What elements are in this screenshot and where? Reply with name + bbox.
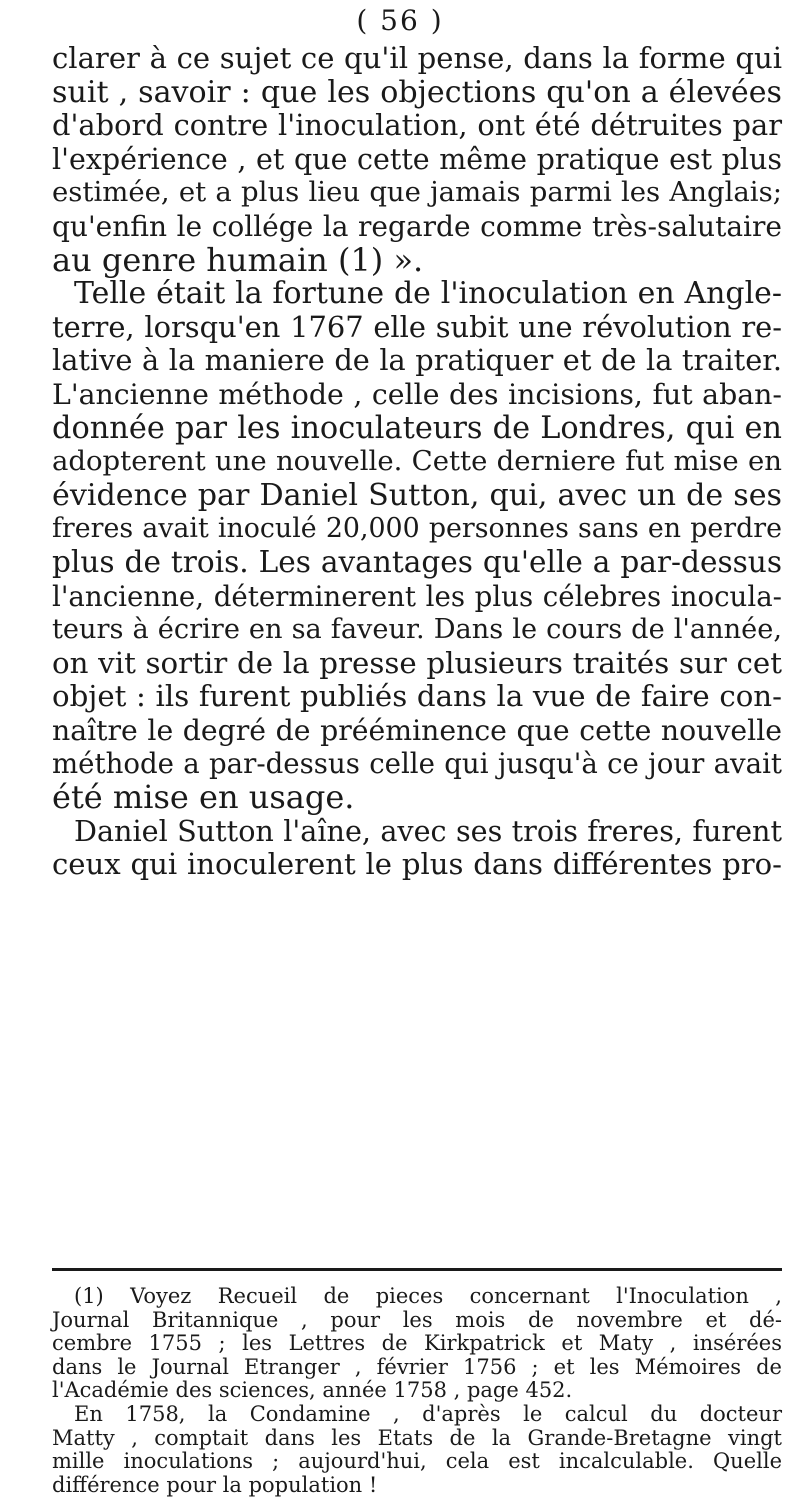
footnote-line: l'Académie des sciences, année 1758 , page 452. [52,1378,573,1403]
text-line: on vit sortir de la presse plusieurs traités sur cet [52,645,782,680]
text-line: été mise en usage. [52,778,355,817]
text-line: plus de trois. Les avantages qu'elle a par-dessus [52,544,782,579]
footnote-line: (1) Voyez Recueil de pieces concernant l'Inoculation , [74,1284,782,1308]
text-line: l'expérience , et que cette même pratique est plus [52,142,782,176]
text-line: clarer à ce sujet ce qu'il pense, dans la forme qui [52,41,782,75]
text-line: évidence par Daniel Sutton, qui, avec un de ses [52,477,782,513]
text-line: terre, lorsqu'en 1767 elle subit une révolution re- [52,309,782,344]
text-line: qu'enfin le collége la regarde comme très-salutaire [52,209,782,243]
main-text [52,42,782,882]
text-line: L'ancienne méthode , celle des incisions, fut aban- [52,377,782,411]
text-line: adopterent une nouvelle. Cette derniere fut mise en [52,445,782,478]
footnote-line: cembre 1755 ; les Lettres de Kirkpatrick et Maty , insérées [52,1331,782,1356]
text-line: Daniel Sutton l'aîne, avec ses trois freres, furent [74,813,782,848]
footnote-line: dans le Journal Etranger , février 1756 ; et les Mémoires de [52,1354,782,1379]
text-line: naître le degré de prééminence que cette nouvelle [52,713,782,747]
page-number: ( 56 ) [356,4,444,37]
text-line: au genre humain (1) ». [52,240,424,279]
footnotes [52,1285,782,1497]
text-line: d'abord contre l'inoculation, ont été détruites par [52,108,782,143]
text-line: objet : ils furent publiés dans la vue de faire con- [52,679,782,714]
text-line: estimée, et a plus lieu que jamais parmi les Anglais; [52,176,782,209]
text-line: freres avait inoculé 20,000 personnes sans en perdre [52,513,782,545]
text-line: lative à la maniere de la pratiquer et de la traiter. [52,343,782,378]
footnote-line: mille inoculations ; aujourd'hui, cela est incalculable. Quelle [52,1449,782,1474]
footnote-line: différence pour la population ! [52,1472,378,1497]
footnote-rule [52,1268,782,1271]
text-line: suit , savoir : que les objections qu'on a élevées [52,74,782,110]
text-line: l'ancienne, déterminerent les plus célebres inocula- [52,579,782,613]
footnote-line: Journal Britannique , pour les mois de novembre et dé- [52,1307,782,1332]
footnote-line: Matty , comptait dans les Etats de la Grande-Bretagne vingt [52,1425,782,1450]
text-line: Telle était la fortune de l'inoculation en Angle- [74,276,782,312]
text-line: teurs à écrire en sa faveur. Dans le cours de l'année, [52,614,782,646]
footnote-line: En 1758, la Condamine , d'après le calcul du docteur [74,1401,782,1426]
text-line: donnée par les inoculateurs de Londres, qui en [52,410,782,446]
text-line: ceux qui inoculerent le plus dans différentes pro- [52,847,782,882]
text-line: méthode a par-dessus celle qui jusqu'à ce jour avait [52,747,782,781]
